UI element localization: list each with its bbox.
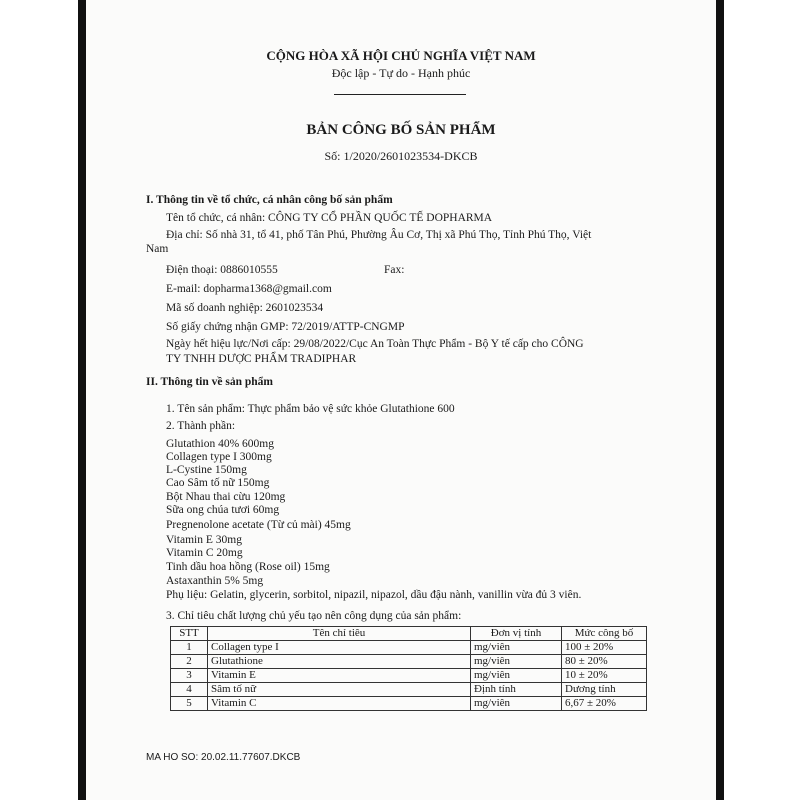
right-frame [716,0,800,800]
ingredient-item: Tinh dầu hoa hồng (Rose oil) 15mg [166,561,330,573]
header-cell-unit: Đơn vị tính [471,627,562,641]
ingredient-item: Collagen type I 300mg [166,451,272,463]
cell-name: Glutathione [208,655,471,669]
cell-name: Vitamin E [208,669,471,683]
validity-line-2: TY TNHH DƯỢC PHẨM TRADIPHAR [166,353,357,365]
product-name: 1. Tên sản phẩm: Thực phẩm bảo vệ sức khỏe Glutathione 600 [166,403,455,415]
section2-heading: II. Thông tin về sản phẩm [146,376,273,388]
cell-level: 10 ± 20% [562,669,647,683]
cell-unit: mg/viên [471,641,562,655]
header-cell-level: Mức công bố [562,627,647,641]
table-row [171,641,647,655]
ingredient-item: Glutathion 40% 600mg [166,438,274,450]
email: E-mail: dopharma1368@gmail.com [166,283,332,295]
section1-heading: I. Thông tin về tổ chức, cá nhân công bố sản phẩm [146,194,393,206]
cell-name: Sâm tố nữ [208,683,471,697]
ingredients-title: 2. Thành phần: [166,420,236,432]
quality-table [170,626,647,711]
national-header: CỘNG HÒA XÃ HỘI CHỦ NGHĨA VIỆT NAM [266,48,536,63]
cell-stt: 5 [171,697,208,711]
table-row [171,683,647,697]
cell-name: Vitamin C [208,697,471,711]
org-name: Tên tổ chức, cá nhân: CÔNG TY CỔ PHẦN QUỐC TẾ DOPHARMA [166,212,493,224]
phone: Điện thoại: 0886010555 [166,264,278,276]
quality-title: 3. Chỉ tiêu chất lượng chủ yếu tạo nên công dụng của sản phẩm: [166,610,462,622]
ingredient-item: Sữa ong chúa tươi 60mg [166,504,280,516]
ingredient-item: Astaxanthin 5% 5mg [166,575,264,587]
table-row [171,655,647,669]
table-row [171,697,647,711]
cell-stt: 3 [171,669,208,683]
document-title: BẢN CÔNG BỐ SẢN PHẨM [306,122,496,138]
address-line-2: Nam [146,243,169,255]
validity-line-1: Ngày hết hiệu lực/Nơi cấp: 29/08/2022/Cục An Toàn Thực Phẩm - Bộ Y tế cấp cho CÔNG [166,338,584,350]
left-border-bar [78,0,86,800]
ingredient-item: Cao Sâm tố nữ 150mg [166,477,270,489]
cell-unit: mg/viên [471,655,562,669]
national-motto: Độc lập - Tự do - Hạnh phúc [331,66,471,80]
header-divider [334,94,466,95]
excipients: Phụ liệu: Gelatin, glycerin, sorbitol, nipazil, nipazol, dầu đậu nành, vanillin vừa đủ 3 viên. [166,589,582,601]
cell-level: 6,67 ± 20% [562,697,647,711]
ingredient-item: Bột Nhau thai cừu 120mg [166,491,286,503]
cell-stt: 1 [171,641,208,655]
ingredient-item: L-Cystine 150mg [166,464,247,476]
cell-unit: mg/viên [471,669,562,683]
cell-stt: 2 [171,655,208,669]
cell-level: 100 ± 20% [562,641,647,655]
cell-level: 80 ± 20% [562,655,647,669]
cell-unit: mg/viên [471,697,562,711]
gmp-cert: Số giấy chứng nhận GMP: 72/2019/ATTP-CNGMP [166,321,405,333]
header-cell-stt: STT [171,627,208,641]
cell-unit: Định tính [471,683,562,697]
document-page [86,0,716,800]
ingredient-item: Vitamin C 20mg [166,547,243,559]
table-header-row [171,627,647,641]
ingredient-item: Vitamin E 30mg [166,534,242,546]
cell-level: Dương tính [562,683,647,697]
cell-stt: 4 [171,683,208,697]
header-cell-name: Tên chỉ tiêu [208,627,471,641]
tax-code: Mã số doanh nghiệp: 2601023534 [166,302,324,314]
fax: Fax: [384,264,405,276]
address-line-1: Địa chỉ: Số nhà 31, tổ 41, phố Tân Phú, Phường Âu Cơ, Thị xã Phú Thọ, Tỉnh Phú Thọ, Việt [166,229,592,241]
left-frame [0,0,86,800]
right-border-bar [716,0,724,800]
cell-name: Collagen type I [208,641,471,655]
dossier-code: MA HO SO: 20.02.11.77607.DKCB [146,752,301,763]
table-row [171,669,647,683]
ingredient-item: Pregnenolone acetate (Từ củ mài) 45mg [166,519,351,531]
document-number: Số: 1/2020/2601023534-DKCB [324,149,478,163]
